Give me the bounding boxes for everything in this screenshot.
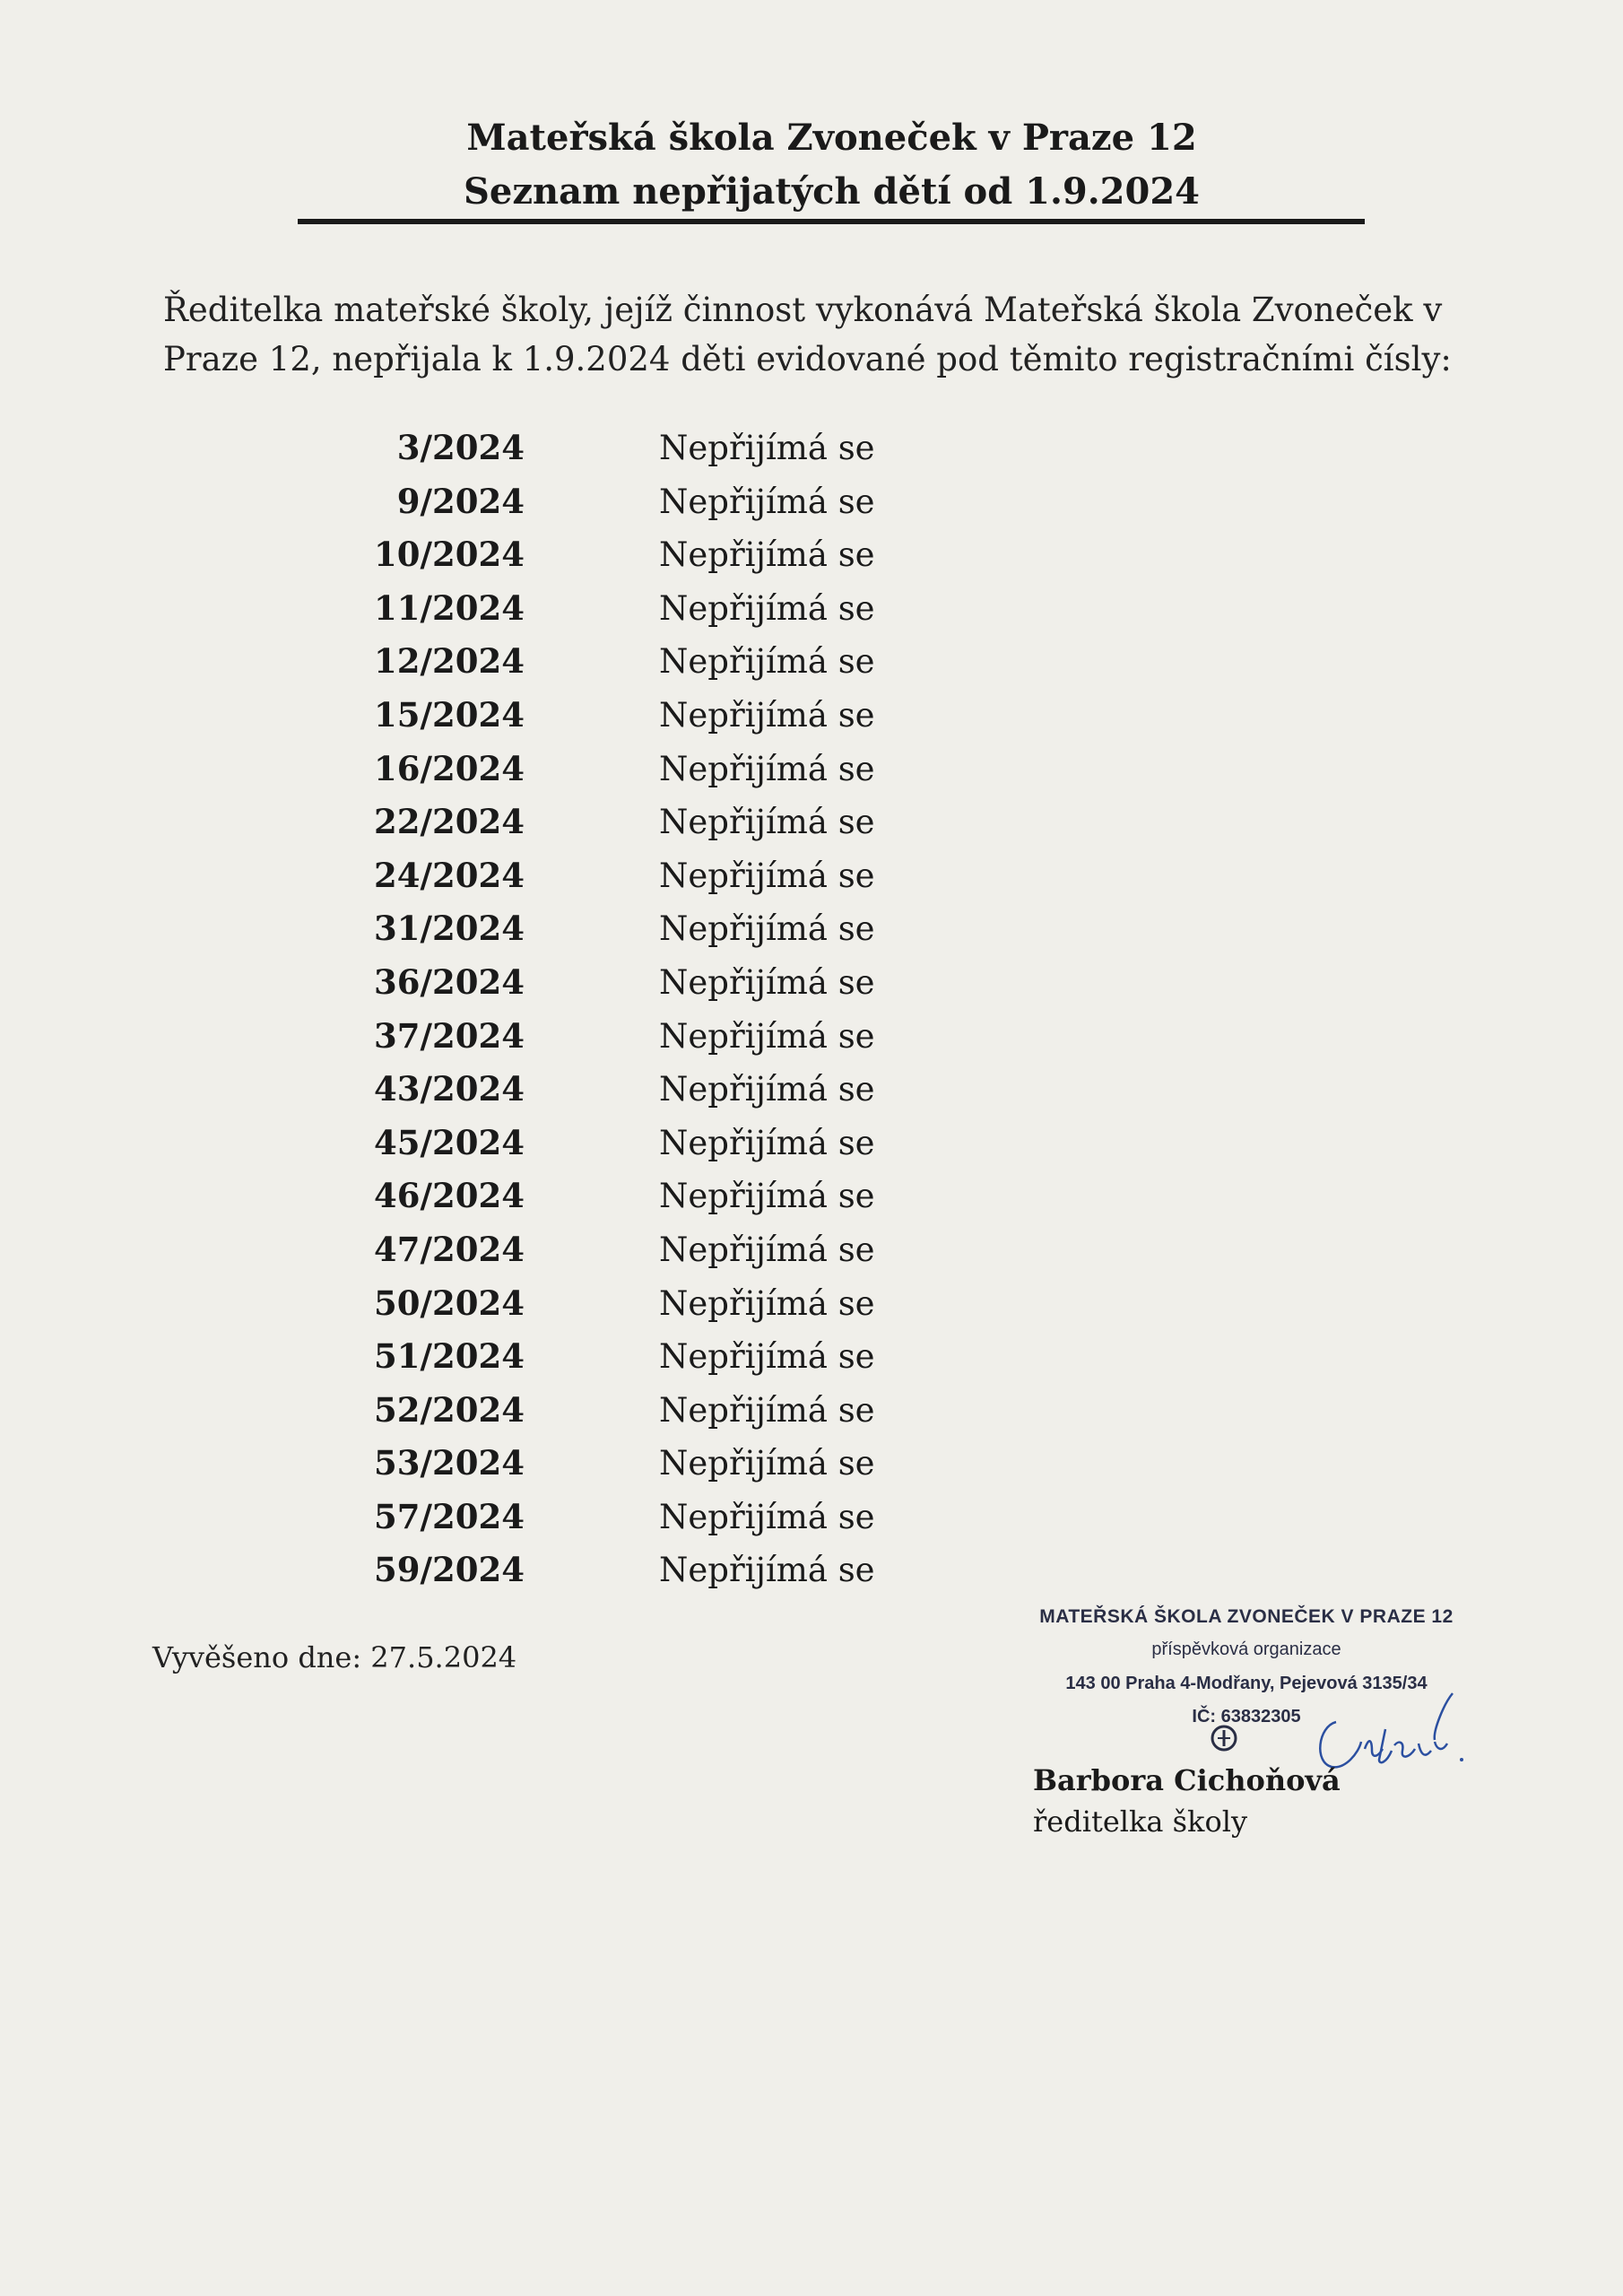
admission-status: Nepřijímá se <box>659 642 875 682</box>
registration-number: 9/2024 <box>396 481 525 521</box>
list-item <box>161 582 968 636</box>
list-item <box>161 1223 968 1277</box>
list-item <box>161 743 968 796</box>
stamp-line-name: MATEŘSKÁ ŠKOLA ZVONEČEK V PRAZE 12 <box>1039 1606 1454 1627</box>
list-item <box>161 1491 968 1544</box>
list-item <box>161 689 968 743</box>
admission-status: Nepřijímá se <box>659 1551 875 1590</box>
list-item <box>161 1010 968 1064</box>
registration-number: 52/2024 <box>374 1389 525 1430</box>
stamp-line-address: 143 00 Praha 4-Modřany, Pejevová 3135/34 <box>1065 1674 1428 1693</box>
admission-status: Nepřijímá se <box>659 856 875 895</box>
admission-status: Nepřijímá se <box>659 1444 875 1483</box>
signer-role: ředitelka školy <box>1033 1805 1248 1839</box>
admission-status: Nepřijímá se <box>659 803 875 842</box>
admission-status: Nepřijímá se <box>659 909 875 949</box>
admission-status: Nepřijímá se <box>659 1177 875 1216</box>
title-underline <box>298 219 1365 224</box>
registration-number: 10/2024 <box>374 535 525 575</box>
page-title: Mateřská škola Zvoneček v Praze 12 <box>466 117 1197 159</box>
list-item <box>161 1277 968 1331</box>
registration-number: 50/2024 <box>374 1283 525 1323</box>
stamp-line-type: příspěvková organizace <box>1151 1639 1341 1659</box>
list-item <box>161 796 968 849</box>
posted-date: Vyvěšeno dne: 27.5.2024 <box>152 1640 517 1674</box>
registration-number: 3/2024 <box>396 428 525 467</box>
list-item <box>161 475 968 529</box>
registration-number: 37/2024 <box>374 1015 525 1056</box>
list-item <box>161 1544 968 1597</box>
registration-number: 36/2024 <box>374 961 525 1002</box>
stamp-line-ico: IČ: 63832305 <box>1192 1707 1301 1726</box>
list-item <box>161 528 968 582</box>
admission-status: Nepřijímá se <box>659 1230 875 1269</box>
list-item <box>161 849 968 903</box>
registration-number: 46/2024 <box>374 1176 525 1216</box>
registration-number: 47/2024 <box>374 1229 525 1269</box>
registration-number: 51/2024 <box>374 1336 525 1377</box>
registration-number: 15/2024 <box>374 694 525 735</box>
admission-status: Nepřijímá se <box>659 749 875 788</box>
registration-number: 24/2024 <box>374 855 525 895</box>
list-item <box>161 956 968 1010</box>
list-item <box>161 1117 968 1170</box>
registration-number: 57/2024 <box>374 1496 525 1536</box>
registration-number: 53/2024 <box>374 1443 525 1483</box>
signer-name: Barbora Cichoňová <box>1033 1763 1341 1797</box>
page-subtitle: Seznam nepřijatých dětí od 1.9.2024 <box>464 170 1200 213</box>
admission-status: Nepřijímá se <box>659 588 875 628</box>
list-item <box>161 1330 968 1384</box>
admission-status: Nepřijímá se <box>659 1070 875 1109</box>
registration-number: 45/2024 <box>374 1122 525 1162</box>
admission-status: Nepřijímá se <box>659 429 875 467</box>
list-item <box>161 902 968 956</box>
signer-block <box>1033 1760 1341 1842</box>
registration-list <box>161 422 968 1597</box>
registration-number: 59/2024 <box>374 1550 525 1590</box>
list-item <box>161 1170 968 1223</box>
admission-status: Nepřijímá se <box>659 535 875 575</box>
intro-paragraph: Ředitelka mateřské školy, jejíž činnost vykonává Mateřská škola Zvoneček v Praze 12, nepřijala k 1.9.2024 děti evidované pod těmito registračními čísly: <box>163 291 1452 378</box>
admission-status: Nepřijímá se <box>659 1283 875 1323</box>
admission-status: Nepřijímá se <box>659 1016 875 1056</box>
admission-status: Nepřijímá se <box>659 482 875 521</box>
list-item <box>161 635 968 689</box>
registration-number: 12/2024 <box>374 641 525 682</box>
list-item <box>161 1437 968 1491</box>
admission-status: Nepřijímá se <box>659 1390 875 1430</box>
registration-number: 43/2024 <box>374 1069 525 1109</box>
admission-status: Nepřijímá se <box>659 1337 875 1377</box>
admission-status: Nepřijímá se <box>659 1123 875 1162</box>
list-item <box>161 1063 968 1117</box>
list-item <box>161 422 968 475</box>
list-item <box>161 1384 968 1438</box>
registration-number: 31/2024 <box>374 909 525 949</box>
admission-status: Nepřijímá se <box>659 695 875 735</box>
registration-number: 22/2024 <box>374 802 525 842</box>
admission-status: Nepřijímá se <box>659 1497 875 1536</box>
registration-number: 11/2024 <box>374 587 525 628</box>
stamp-emblem-icon <box>1209 1723 1239 1753</box>
registration-number: 16/2024 <box>374 748 525 788</box>
admission-status: Nepřijímá se <box>659 962 875 1002</box>
